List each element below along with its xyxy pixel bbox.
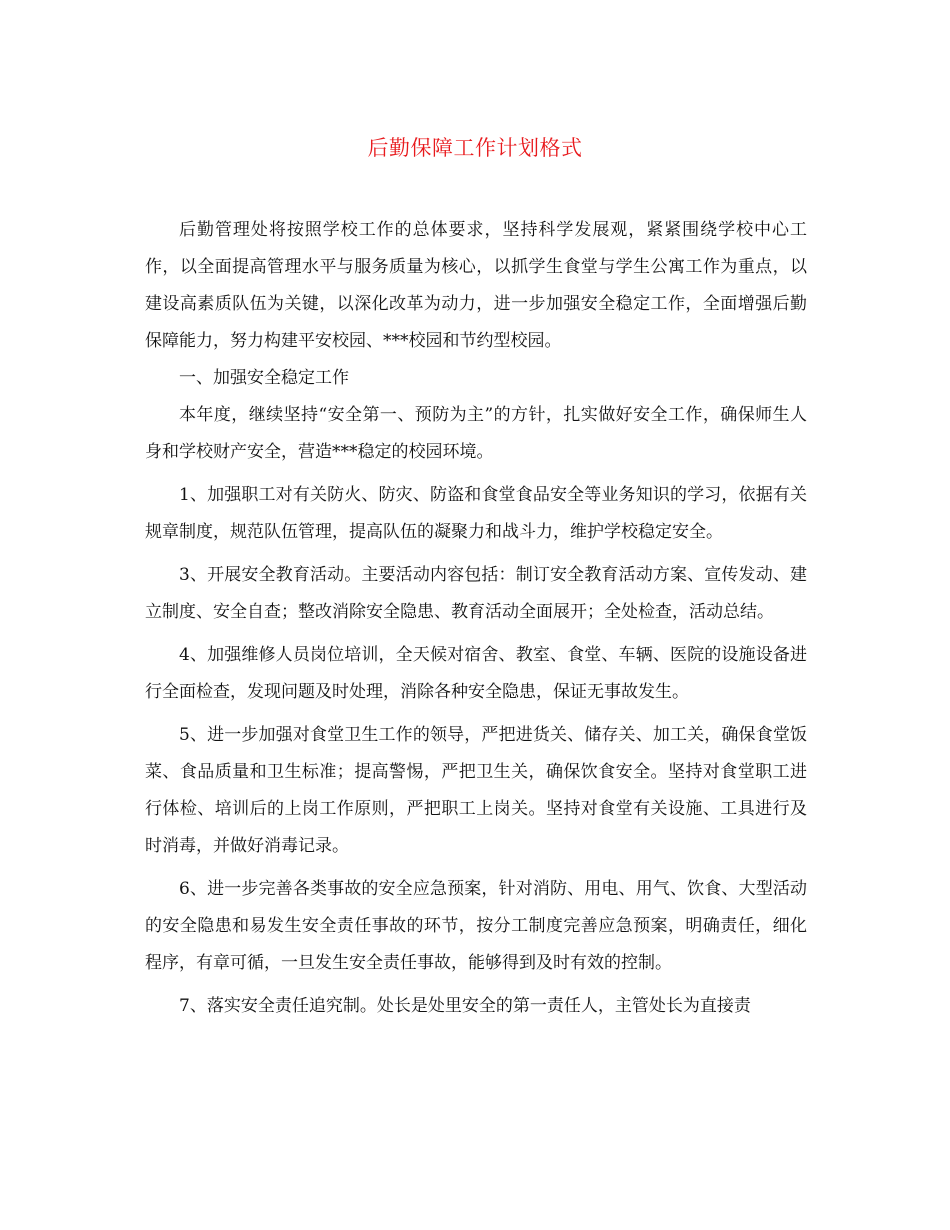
paragraph-item-5: 5、进一步加强对食堂卫生工作的领导，严把进货关、储存关、加工关，确保食堂饭菜、食品质量和卫生标准；提高警惕，严把卫生关，确保饮食安全。坚持对食堂职工进行体检、培训后的上岗工作原则，严把职工上岗关。坚持对食堂有关设施、工具进行及时消毒，并做好消毒记录。 <box>145 725 807 856</box>
paragraph-intro: 后勤管理处将按照学校工作的总体要求，坚持科学发展观，紧紧围绕学校中心工作，以全面提高管理水平与服务质量为核心，以抓学生食堂与学生公寓工作为重点，以建设高素质队伍为关键，以深化改革为动力，进一步加强安全稳定工作，全面增强后勤保障能力，努力构建平安校园、***校园和节约型校园。 <box>145 220 807 351</box>
paragraph-item-4: 4、加强维修人员岗位培训，全天候对宿舍、教室、食堂、车辆、医院的设施设备进行全面检查，发现问题及时处理，消除各种安全隐患，保证无事故发生。 <box>145 645 807 702</box>
document-title: 后勤保障工作计划格式 <box>367 136 583 160</box>
section-heading: 一、加强安全稳定工作 <box>179 368 349 388</box>
paragraph: 本年度，继续坚持“安全第一、预防为主”的方针，扎实做好安全工作，确保师生人身和学校财产安全，营造***稳定的校园环境。 <box>145 405 807 462</box>
paragraph-item-1: 1、加强职工对有关防火、防灾、防盗和食堂食品安全等业务知识的学习，依据有关规章制度，规范队伍管理，提高队伍的凝聚力和战斗力，维护学校稳定安全。 <box>145 485 807 542</box>
paragraph-item-3: 3、开展安全教育活动。主要活动内容包括：制订安全教育活动方案、宣传发动、建立制度、安全自查；整改消除安全隐患、教育活动全面展开；全处检查，活动总结。 <box>145 565 807 622</box>
document-body <box>145 212 807 1025</box>
paragraph-item-6: 6、进一步完善各类事故的安全应急预案，针对消防、用电、用气、饮食、大型活动的安全隐患和易发生安全责任事故的环节，按分工制度完善应急预案，明确责任，细化程序，有章可循，一旦发生安全责任事故，能够得到及时有效的控制。 <box>145 879 807 973</box>
paragraph-item-7: 7、落实安全责任追究制。处长是处里安全的第一责任人，主管处长为直接责 <box>179 996 751 1016</box>
